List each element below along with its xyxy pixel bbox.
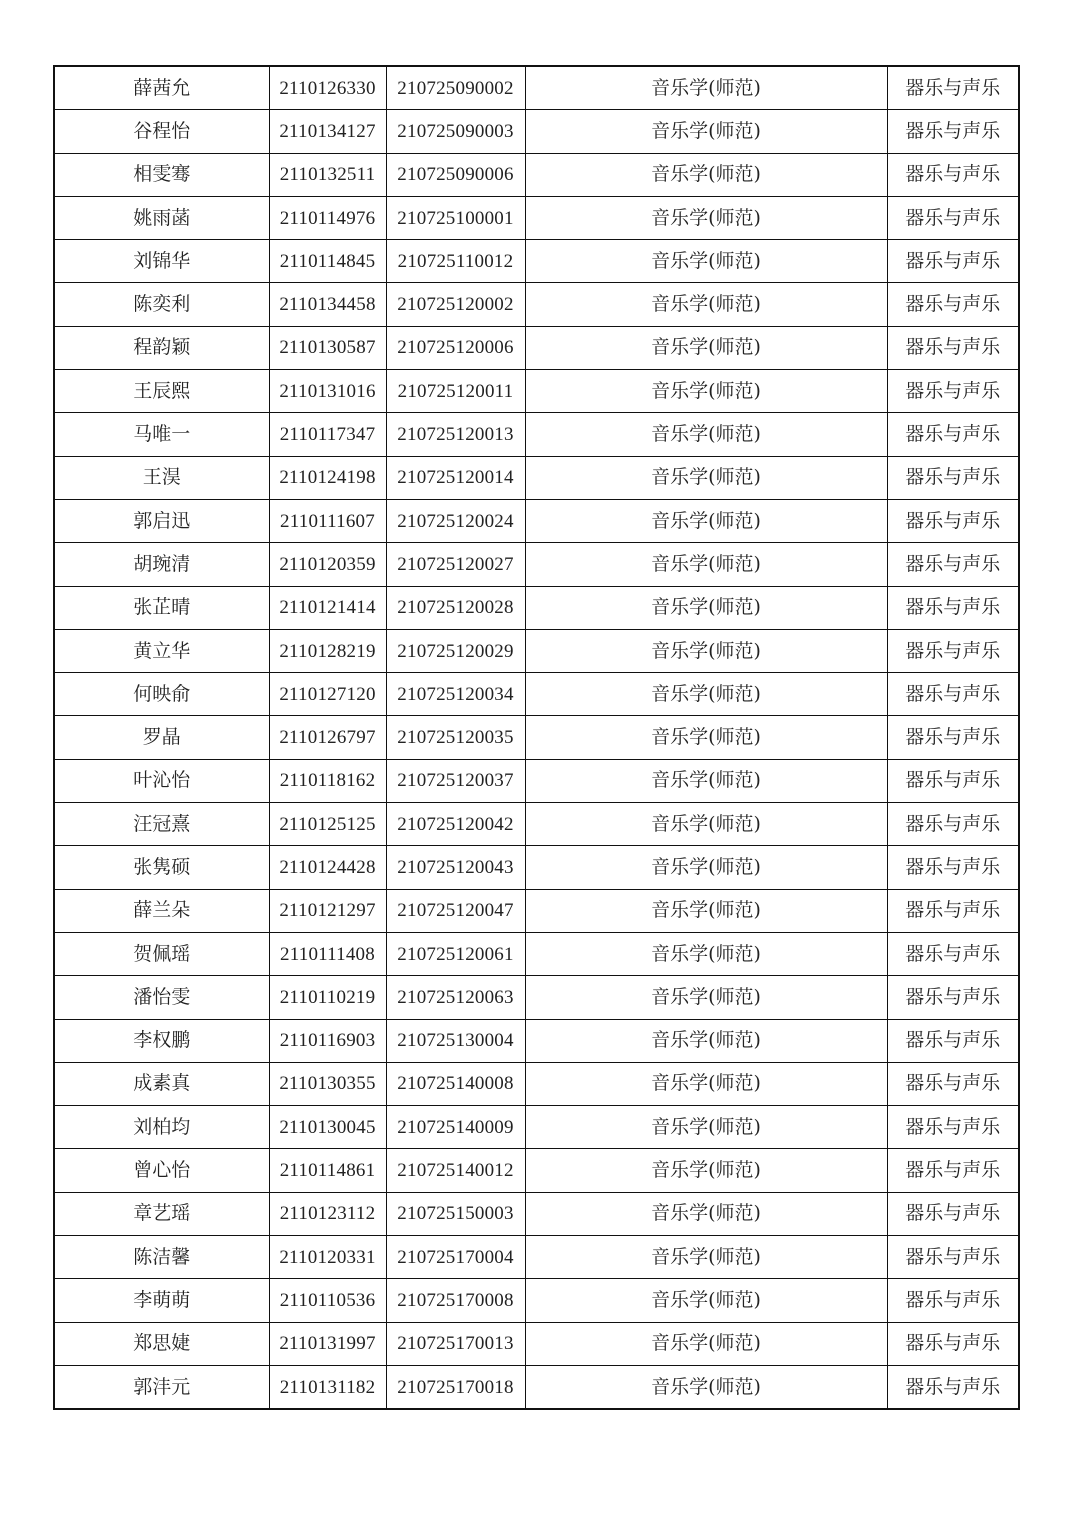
major-cell: 音乐学(师范) bbox=[525, 110, 887, 153]
direction-cell: 器乐与声乐 bbox=[887, 1236, 1019, 1279]
student-name-cell: 张芷晴 bbox=[54, 586, 269, 629]
exam-number-cell: 210725120028 bbox=[386, 586, 525, 629]
table-row bbox=[54, 586, 1019, 629]
exam-number-cell: 210725120043 bbox=[386, 846, 525, 889]
major-cell: 音乐学(师范) bbox=[525, 153, 887, 196]
exam-number-cell: 210725120034 bbox=[386, 673, 525, 716]
direction-cell: 器乐与声乐 bbox=[887, 1365, 1019, 1409]
table-row bbox=[54, 326, 1019, 369]
student-id-cell: 2110114976 bbox=[269, 196, 386, 239]
major-cell: 音乐学(师范) bbox=[525, 932, 887, 975]
direction-cell: 器乐与声乐 bbox=[887, 1062, 1019, 1105]
student-id-cell: 2110130355 bbox=[269, 1062, 386, 1105]
student-id-cell: 2110114861 bbox=[269, 1149, 386, 1192]
direction-cell: 器乐与声乐 bbox=[887, 66, 1019, 110]
student-name-cell: 张隽硕 bbox=[54, 846, 269, 889]
direction-cell: 器乐与声乐 bbox=[887, 716, 1019, 759]
exam-number-cell: 210725120014 bbox=[386, 456, 525, 499]
student-id-cell: 2110132511 bbox=[269, 153, 386, 196]
direction-cell: 器乐与声乐 bbox=[887, 543, 1019, 586]
major-cell: 音乐学(师范) bbox=[525, 1019, 887, 1062]
direction-cell: 器乐与声乐 bbox=[887, 153, 1019, 196]
major-cell: 音乐学(师范) bbox=[525, 716, 887, 759]
student-name-cell: 王辰熙 bbox=[54, 370, 269, 413]
direction-cell: 器乐与声乐 bbox=[887, 456, 1019, 499]
major-cell: 音乐学(师范) bbox=[525, 586, 887, 629]
major-cell: 音乐学(师范) bbox=[525, 326, 887, 369]
student-id-cell: 2110131997 bbox=[269, 1322, 386, 1365]
student-name-cell: 刘锦华 bbox=[54, 240, 269, 283]
table-row bbox=[54, 889, 1019, 932]
student-name-cell: 贺佩瑶 bbox=[54, 932, 269, 975]
student-id-cell: 2110118162 bbox=[269, 759, 386, 802]
student-name-cell: 胡琬清 bbox=[54, 543, 269, 586]
student-id-cell: 2110125125 bbox=[269, 803, 386, 846]
major-cell: 音乐学(师范) bbox=[525, 1236, 887, 1279]
direction-cell: 器乐与声乐 bbox=[887, 1149, 1019, 1192]
major-cell: 音乐学(师范) bbox=[525, 1365, 887, 1409]
exam-number-cell: 210725090002 bbox=[386, 66, 525, 110]
direction-cell: 器乐与声乐 bbox=[887, 889, 1019, 932]
exam-number-cell: 210725120042 bbox=[386, 803, 525, 846]
student-name-cell: 刘柏均 bbox=[54, 1106, 269, 1149]
student-id-cell: 2110111607 bbox=[269, 499, 386, 542]
direction-cell: 器乐与声乐 bbox=[887, 196, 1019, 239]
student-name-cell: 相雯骞 bbox=[54, 153, 269, 196]
table-row bbox=[54, 1149, 1019, 1192]
table-row bbox=[54, 1106, 1019, 1149]
major-cell: 音乐学(师范) bbox=[525, 456, 887, 499]
table-row bbox=[54, 716, 1019, 759]
direction-cell: 器乐与声乐 bbox=[887, 846, 1019, 889]
student-name-cell: 郑思婕 bbox=[54, 1322, 269, 1365]
major-cell: 音乐学(师范) bbox=[525, 196, 887, 239]
table-body bbox=[54, 66, 1019, 1409]
student-name-cell: 李萌萌 bbox=[54, 1279, 269, 1322]
major-cell: 音乐学(师范) bbox=[525, 543, 887, 586]
student-name-cell: 郭沣元 bbox=[54, 1365, 269, 1409]
exam-number-cell: 210725140008 bbox=[386, 1062, 525, 1105]
table-row bbox=[54, 976, 1019, 1019]
major-cell: 音乐学(师范) bbox=[525, 499, 887, 542]
exam-number-cell: 210725120024 bbox=[386, 499, 525, 542]
direction-cell: 器乐与声乐 bbox=[887, 1279, 1019, 1322]
student-name-cell: 薛兰朵 bbox=[54, 889, 269, 932]
direction-cell: 器乐与声乐 bbox=[887, 803, 1019, 846]
student-name-cell: 成素真 bbox=[54, 1062, 269, 1105]
table-row bbox=[54, 110, 1019, 153]
exam-number-cell: 210725130004 bbox=[386, 1019, 525, 1062]
table-row bbox=[54, 370, 1019, 413]
student-id-cell: 2110120359 bbox=[269, 543, 386, 586]
table-row bbox=[54, 803, 1019, 846]
exam-number-cell: 210725150003 bbox=[386, 1192, 525, 1235]
student-name-cell: 郭启迅 bbox=[54, 499, 269, 542]
exam-number-cell: 210725120037 bbox=[386, 759, 525, 802]
table-row bbox=[54, 759, 1019, 802]
student-id-cell: 2110111408 bbox=[269, 932, 386, 975]
direction-cell: 器乐与声乐 bbox=[887, 759, 1019, 802]
direction-cell: 器乐与声乐 bbox=[887, 586, 1019, 629]
table-row bbox=[54, 66, 1019, 110]
student-id-cell: 2110114845 bbox=[269, 240, 386, 283]
student-name-cell: 何映俞 bbox=[54, 673, 269, 716]
exam-number-cell: 210725170008 bbox=[386, 1279, 525, 1322]
student-name-cell: 汪冠熹 bbox=[54, 803, 269, 846]
table-row bbox=[54, 1322, 1019, 1365]
direction-cell: 器乐与声乐 bbox=[887, 110, 1019, 153]
student-name-cell: 潘怡雯 bbox=[54, 976, 269, 1019]
exam-number-cell: 210725120006 bbox=[386, 326, 525, 369]
major-cell: 音乐学(师范) bbox=[525, 629, 887, 672]
student-id-cell: 2110110219 bbox=[269, 976, 386, 1019]
student-id-cell: 2110126330 bbox=[269, 66, 386, 110]
direction-cell: 器乐与声乐 bbox=[887, 932, 1019, 975]
table-row bbox=[54, 283, 1019, 326]
exam-number-cell: 210725120013 bbox=[386, 413, 525, 456]
major-cell: 音乐学(师范) bbox=[525, 673, 887, 716]
student-id-cell: 2110130045 bbox=[269, 1106, 386, 1149]
student-id-cell: 2110120331 bbox=[269, 1236, 386, 1279]
direction-cell: 器乐与声乐 bbox=[887, 629, 1019, 672]
table-row bbox=[54, 932, 1019, 975]
major-cell: 音乐学(师范) bbox=[525, 240, 887, 283]
student-name-cell: 章艺瑶 bbox=[54, 1192, 269, 1235]
exam-number-cell: 210725170004 bbox=[386, 1236, 525, 1279]
student-id-cell: 2110123112 bbox=[269, 1192, 386, 1235]
student-id-cell: 2110131182 bbox=[269, 1365, 386, 1409]
student-id-cell: 2110131016 bbox=[269, 370, 386, 413]
major-cell: 音乐学(师范) bbox=[525, 759, 887, 802]
direction-cell: 器乐与声乐 bbox=[887, 1019, 1019, 1062]
table-row bbox=[54, 846, 1019, 889]
admission-list-table bbox=[53, 65, 1020, 1410]
major-cell: 音乐学(师范) bbox=[525, 1279, 887, 1322]
student-id-cell: 2110124198 bbox=[269, 456, 386, 499]
exam-number-cell: 210725120035 bbox=[386, 716, 525, 759]
student-name-cell: 叶沁怡 bbox=[54, 759, 269, 802]
exam-number-cell: 210725120061 bbox=[386, 932, 525, 975]
exam-number-cell: 210725090003 bbox=[386, 110, 525, 153]
major-cell: 音乐学(师范) bbox=[525, 889, 887, 932]
student-name-cell: 王淏 bbox=[54, 456, 269, 499]
table-row bbox=[54, 1192, 1019, 1235]
exam-number-cell: 210725110012 bbox=[386, 240, 525, 283]
major-cell: 音乐学(师范) bbox=[525, 1062, 887, 1105]
direction-cell: 器乐与声乐 bbox=[887, 499, 1019, 542]
student-name-cell: 程韵颖 bbox=[54, 326, 269, 369]
direction-cell: 器乐与声乐 bbox=[887, 283, 1019, 326]
exam-number-cell: 210725140009 bbox=[386, 1106, 525, 1149]
student-name-cell: 陈奕利 bbox=[54, 283, 269, 326]
table-row bbox=[54, 673, 1019, 716]
table-row bbox=[54, 1365, 1019, 1409]
exam-number-cell: 210725120027 bbox=[386, 543, 525, 586]
student-id-cell: 2110117347 bbox=[269, 413, 386, 456]
table-row bbox=[54, 543, 1019, 586]
student-id-cell: 2110126797 bbox=[269, 716, 386, 759]
major-cell: 音乐学(师范) bbox=[525, 1106, 887, 1149]
table-row bbox=[54, 196, 1019, 239]
student-id-cell: 2110116903 bbox=[269, 1019, 386, 1062]
student-name-cell: 陈洁馨 bbox=[54, 1236, 269, 1279]
exam-number-cell: 210725120011 bbox=[386, 370, 525, 413]
major-cell: 音乐学(师范) bbox=[525, 413, 887, 456]
exam-number-cell: 210725120047 bbox=[386, 889, 525, 932]
direction-cell: 器乐与声乐 bbox=[887, 413, 1019, 456]
exam-number-cell: 210725120029 bbox=[386, 629, 525, 672]
table-row bbox=[54, 1062, 1019, 1105]
direction-cell: 器乐与声乐 bbox=[887, 370, 1019, 413]
exam-number-cell: 210725120063 bbox=[386, 976, 525, 1019]
student-id-cell: 2110134458 bbox=[269, 283, 386, 326]
direction-cell: 器乐与声乐 bbox=[887, 1192, 1019, 1235]
table-row bbox=[54, 413, 1019, 456]
student-name-cell: 黄立华 bbox=[54, 629, 269, 672]
student-name-cell: 李权鹏 bbox=[54, 1019, 269, 1062]
major-cell: 音乐学(师范) bbox=[525, 283, 887, 326]
exam-number-cell: 210725120002 bbox=[386, 283, 525, 326]
table-row bbox=[54, 153, 1019, 196]
student-name-cell: 曾心怡 bbox=[54, 1149, 269, 1192]
table-row bbox=[54, 240, 1019, 283]
exam-number-cell: 210725140012 bbox=[386, 1149, 525, 1192]
direction-cell: 器乐与声乐 bbox=[887, 976, 1019, 1019]
table-row bbox=[54, 1019, 1019, 1062]
student-name-cell: 罗晶 bbox=[54, 716, 269, 759]
student-id-cell: 2110110536 bbox=[269, 1279, 386, 1322]
major-cell: 音乐学(师范) bbox=[525, 66, 887, 110]
direction-cell: 器乐与声乐 bbox=[887, 1322, 1019, 1365]
major-cell: 音乐学(师范) bbox=[525, 976, 887, 1019]
student-name-cell: 马唯一 bbox=[54, 413, 269, 456]
exam-number-cell: 210725170013 bbox=[386, 1322, 525, 1365]
student-id-cell: 2110121297 bbox=[269, 889, 386, 932]
major-cell: 音乐学(师范) bbox=[525, 1322, 887, 1365]
student-id-cell: 2110124428 bbox=[269, 846, 386, 889]
table-row bbox=[54, 629, 1019, 672]
direction-cell: 器乐与声乐 bbox=[887, 326, 1019, 369]
table-row bbox=[54, 499, 1019, 542]
table-row bbox=[54, 456, 1019, 499]
major-cell: 音乐学(师范) bbox=[525, 1192, 887, 1235]
major-cell: 音乐学(师范) bbox=[525, 803, 887, 846]
exam-number-cell: 210725100001 bbox=[386, 196, 525, 239]
student-id-cell: 2110134127 bbox=[269, 110, 386, 153]
exam-number-cell: 210725170018 bbox=[386, 1365, 525, 1409]
major-cell: 音乐学(师范) bbox=[525, 1149, 887, 1192]
table-row bbox=[54, 1279, 1019, 1322]
student-id-cell: 2110121414 bbox=[269, 586, 386, 629]
student-id-cell: 2110127120 bbox=[269, 673, 386, 716]
direction-cell: 器乐与声乐 bbox=[887, 1106, 1019, 1149]
table-row bbox=[54, 1236, 1019, 1279]
student-name-cell: 薛茜允 bbox=[54, 66, 269, 110]
direction-cell: 器乐与声乐 bbox=[887, 240, 1019, 283]
student-name-cell: 姚雨菡 bbox=[54, 196, 269, 239]
direction-cell: 器乐与声乐 bbox=[887, 673, 1019, 716]
student-id-cell: 2110128219 bbox=[269, 629, 386, 672]
student-id-cell: 2110130587 bbox=[269, 326, 386, 369]
exam-number-cell: 210725090006 bbox=[386, 153, 525, 196]
major-cell: 音乐学(师范) bbox=[525, 370, 887, 413]
major-cell: 音乐学(师范) bbox=[525, 846, 887, 889]
student-name-cell: 谷程怡 bbox=[54, 110, 269, 153]
